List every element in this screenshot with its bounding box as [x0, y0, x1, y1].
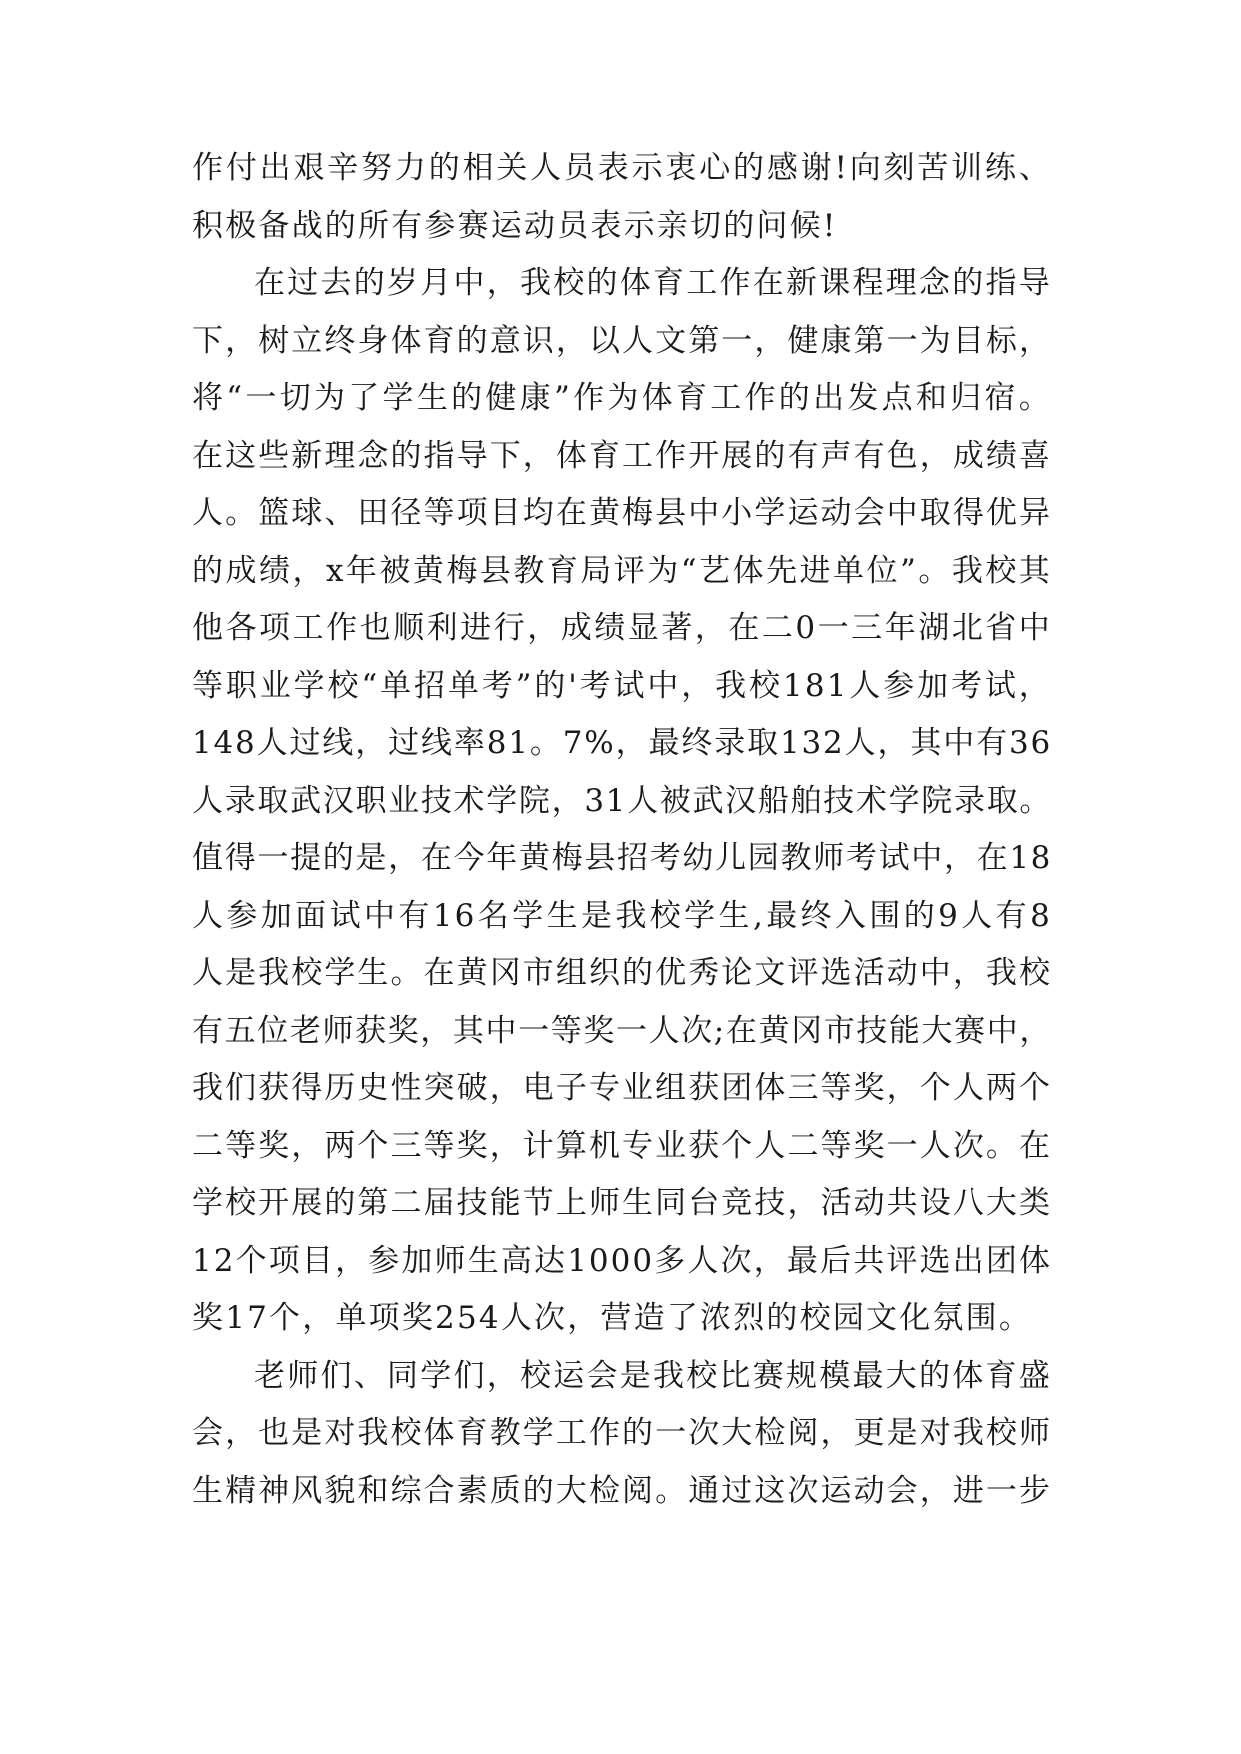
- text-line: 人。篮球、田径等项目均在黄梅县中小学运动会中取得优异: [192, 495, 1052, 531]
- text-line: 的成绩，x年被黄梅县教育局评为“艺体先进单位”。我校其: [192, 552, 1052, 589]
- paragraph-2: [192, 255, 1052, 1348]
- text-line: 等职业学校“单招单考”的'考试中，我校181人参加考试，: [192, 667, 1052, 704]
- paragraph-3: [192, 1348, 1052, 1521]
- text-line: 人录取武汉职业技术学院，31人被武汉船舶技术学院录取。: [192, 782, 1052, 819]
- text-line: 148人过线，过线率81。7%，最终录取132人，其中有36: [192, 725, 1052, 761]
- text-line: 他各项工作也顺利进行，成绩显著，在二0一三年湖北省中: [192, 610, 1052, 646]
- text-line: 在过去的岁月中，我校的体育工作在新课程理念的指导: [254, 265, 1052, 301]
- text-line: 会，也是对我校体育教学工作的一次大检阅，更是对我校师: [192, 1415, 1052, 1451]
- text-line: 将“一切为了学生的健康”作为体育工作的出发点和归宿。: [192, 380, 1052, 416]
- document-body: [192, 140, 1052, 1520]
- text-line: 我们获得历史性突破，电子专业组获团体三等奖，个人两个: [192, 1070, 1052, 1106]
- text-line: 下，树立终身体育的意识，以人文第一，健康第一为目标，: [192, 322, 1052, 359]
- text-line: 积极备战的所有参赛运动员表示亲切的问候!: [192, 207, 838, 244]
- text-line: 生精神风貌和综合素质的大检阅。通过这次运动会，进一步: [192, 1472, 1052, 1509]
- text-line: 人是我校学生。在黄冈市组织的优秀论文评选活动中，我校: [192, 955, 1052, 991]
- text-line: 学校开展的第二届技能节上师生同台竞技，活动共设八大类: [192, 1185, 1052, 1221]
- text-line: 在这些新理念的指导下，体育工作开展的有声有色，成绩喜: [192, 437, 1052, 474]
- paragraph-1: [192, 140, 1052, 255]
- text-line: 老师们、同学们，校运会是我校比赛规模最大的体育盛: [254, 1357, 1052, 1394]
- text-line: 人参加面试中有16名学生是我校学生,最终入围的9人有8: [192, 897, 1052, 934]
- text-line: 奖17个，单项奖254人次，营造了浓烈的校园文化氛围。: [192, 1300, 1033, 1336]
- text-line: 二等奖，两个三等奖，计算机专业获个人二等奖一人次。在: [192, 1127, 1052, 1164]
- text-line: 值得一提的是，在今年黄梅县招考幼儿园教师考试中，在18: [192, 840, 1052, 876]
- text-line: 12个项目，参加师生高达1000多人次，最后共评选出团体: [192, 1242, 1052, 1279]
- text-line: 有五位老师获奖，其中一等奖一人次;在黄冈市技能大赛中，: [192, 1012, 1052, 1049]
- text-line: 作付出艰辛努力的相关人员表示衷心的感谢!向刻苦训练、: [192, 150, 1052, 186]
